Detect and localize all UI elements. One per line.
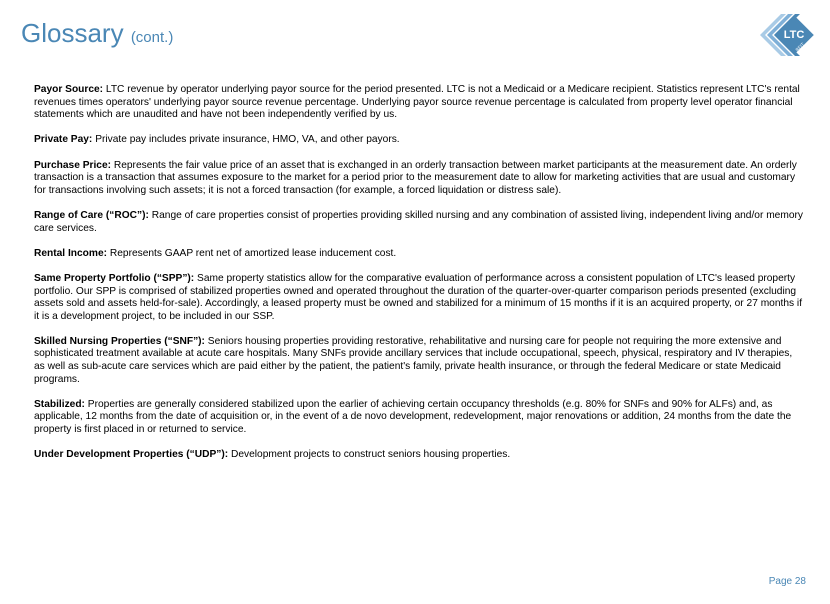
page-number: Page 28 [768, 576, 806, 587]
glossary-entry [34, 210, 804, 235]
glossary-term: Payor Source: [34, 84, 104, 95]
glossary-term: Range of Care (“ROC”): [34, 209, 149, 221]
page-title-subtitle: (cont.) [130, 29, 174, 46]
glossary-definition: LTC revenue by operator underlying payor source for the period presented. LTC is not a Medicaid or a Medicare recipient. Statistics represent LTC's rental revenues times operators' underlying payor source revenue percentage. Underlying payor source revenue percentage is calculated from property level operator financial statements which are unaudited and have not been independently verified by us. [34, 84, 800, 121]
glossary-term: Stabilized: [34, 398, 85, 410]
glossary-definition: Represents GAAP rent net of amortized lease inducement cost. [109, 247, 397, 259]
logo-subtext: REIT [794, 41, 806, 53]
glossary-definition: Properties are generally considered stabilized upon the earlier of achieving certain occupancy thresholds (e.g. 80% for SNFs and 90% for ALFs) and, as applicable, 12 months from the date of acquisition or, in the event of a de novo development, redevelopment, major renovations or addition, 24 months from the date the property is first placed in or returned to service. [34, 398, 792, 436]
glossary-definition: Represents the fair value price of an asset that is exchanged in an orderly transaction between market participants at the measurement date. An orderly transaction is a transaction that assumes exposure to the market for a period prior to the measurement date to allow for marketing activities that are usual and customary for transactions involving such assets; it is not a forced transaction (for example, a forced liquidation or distress sale). [34, 159, 797, 196]
glossary-term: Private Pay: [34, 134, 93, 146]
glossary-term: Rental Income: [34, 247, 108, 259]
ltc-reit-logo [754, 8, 814, 62]
glossary-entry [34, 336, 804, 386]
glossary-term: Purchase Price: [34, 159, 112, 171]
glossary-entry [34, 273, 804, 323]
glossary-entry [34, 160, 804, 198]
glossary-entry [34, 248, 804, 261]
glossary-definition: Range of care properties consist of properties providing skilled nursing and any combination of assisted living, independent living and/or memory care services. [34, 209, 803, 234]
page-title-text: Glossary [21, 18, 124, 48]
glossary-entry [34, 134, 804, 147]
glossary-entry [34, 449, 804, 462]
glossary-definition: Private pay includes private insurance, HMO, VA, and other payors. [95, 134, 400, 146]
glossary-definition: Seniors housing properties providing restorative, rehabilitative and nursing care for people not requiring the more extensive and sophisticated treatment available at acute care hospitals. Many SNFs provide ancillary services that include occupational, speech, physical, respiratory and IV therapies, as well as sub-acute care services which are paid either by the patient, the patient's family, private health insurance, or through the federal Medicare or state Medicaid programs. [34, 335, 793, 385]
glossary-definition: Development projects to construct seniors housing properties. [231, 449, 511, 461]
logo-text: LTC [783, 29, 805, 41]
glossary-term: Skilled Nursing Properties (“SNF”): [34, 335, 205, 347]
glossary-entry [34, 399, 804, 437]
page-title [21, 20, 173, 46]
glossary-entry [34, 84, 804, 122]
glossary-term: Same Property Portfolio (“SPP”): [34, 272, 195, 284]
glossary-list [34, 84, 804, 474]
glossary-definition: Same property statistics allow for the comparative evaluation of performance across a consistent population of LTC's leased property portfolio. Our SPP is comprised of stabilized properties owned and operated throughout the duration of the quarter-over-quarter comparison periods presented (excluding assets sold and assets held-for-sale). Accordingly, a leased property must be owned and stabilized for a minimum of 15 months if it is an acquired property, or 27 months if it is a development project, to be included in our SSP. [34, 272, 803, 322]
glossary-term: Under Development Properties (“UDP”): [34, 449, 229, 461]
